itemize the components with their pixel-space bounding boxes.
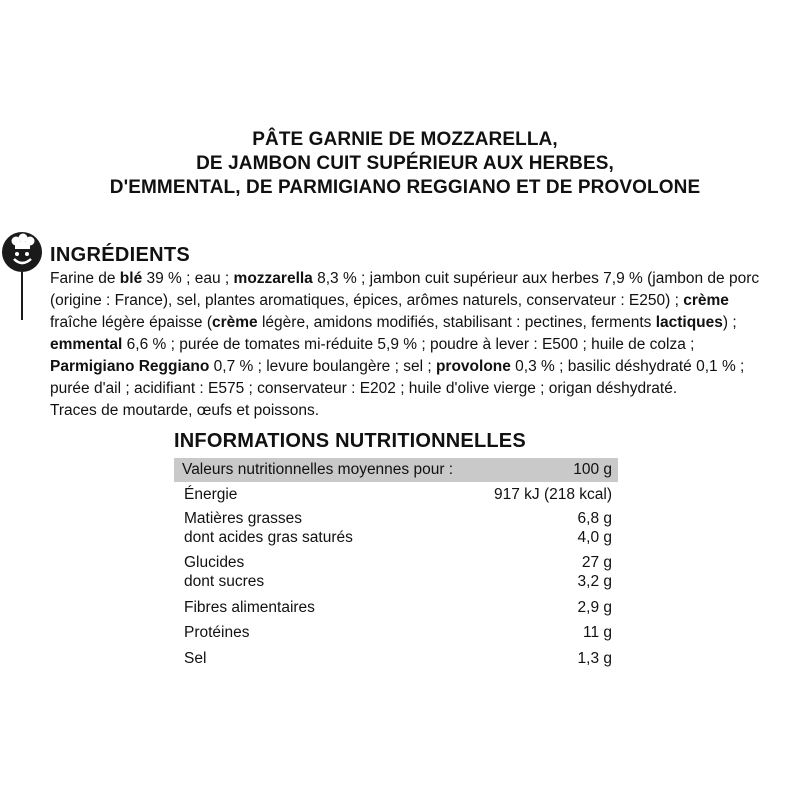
nutrient-label: Fibres alimentaires — [184, 599, 315, 616]
ingredient-text: ) ; — [722, 314, 737, 331]
title-line-1: PÂTE GARNIE DE MOZZARELLA, — [252, 129, 558, 150]
nutrient-value: 4,0 g — [577, 529, 612, 546]
ingredients-line — [50, 290, 790, 312]
ingredient-text: fraîche légère épaisse ( — [50, 314, 212, 331]
allergen-text: crème — [683, 292, 729, 309]
ingredient-text: 8,3 % ; jambon cuit supérieur aux herbes 7,9 % (jambon de porc — [312, 270, 760, 287]
ingredient-text: 0,3 % ; basilic déshydraté 0,1 % ; — [510, 358, 745, 375]
ingredients-line — [50, 378, 790, 400]
product-title — [60, 128, 750, 200]
nutrient-value: 27 g — [581, 554, 612, 571]
nutrition-table-header — [174, 458, 618, 482]
ingredients-heading: INGRÉDIENTS — [50, 244, 190, 266]
nutrition-row-glucides — [174, 553, 618, 573]
nutrient-label: Sel — [184, 650, 207, 667]
nutrition-table — [174, 458, 618, 667]
title-line-3: D'EMMENTAL, DE PARMIGIANO REGGIANO ET DE PROVOLONE — [109, 177, 701, 198]
chef-hat-icon — [0, 226, 52, 322]
ingredient-text: 6,6 % ; purée de tomates mi-réduite 5,9 % ; poudre à lever : E500 ; huile de colza ; — [122, 336, 695, 353]
ingredient-text: 39 % ; eau ; — [142, 270, 234, 287]
nutrition-row-fibres — [174, 598, 618, 618]
nutrition-row-sucres — [174, 572, 618, 592]
nutrient-label: Glucides — [184, 554, 245, 571]
ingredient-text: légère, amidons modifiés, stabilisant : pectines, ferments — [257, 314, 656, 331]
ingredient-text: (origine : France), sel, plantes aromatiques, épices, arômes naturels, conservateur : E250) ; — [50, 292, 684, 309]
nutrient-value: 2,9 g — [577, 599, 612, 616]
nutrient-label: dont sucres — [184, 573, 265, 590]
nutrient-label: dont acides gras saturés — [184, 529, 353, 546]
nutrient-value: 3,2 g — [577, 573, 612, 590]
allergen-text: emmental — [50, 336, 123, 353]
nutrient-value: 11 g — [582, 624, 612, 641]
nutrient-label: Protéines — [184, 624, 250, 641]
allergen-text: crème — [211, 314, 258, 331]
ingredient-text: purée d'ail ; acidifiant : E575 ; conservateur : E202 ; huile d'olive vierge ; origan déshydraté. — [50, 380, 678, 397]
allergen-text: provolone — [435, 358, 511, 375]
ingredient-text: Traces de moutarde, œufs et poissons. — [50, 402, 320, 419]
nutrient-label: Énergie — [184, 486, 238, 503]
nutrition-header-value: 100 g — [573, 461, 612, 478]
allergen-text: Parmigiano Reggiano — [50, 358, 210, 375]
nutrition-row-energie — [174, 485, 618, 505]
nutrition-heading: INFORMATIONS NUTRITIONNELLES — [174, 430, 526, 452]
allergen-text: blé — [119, 270, 143, 287]
allergen-text: lactiques — [655, 314, 723, 331]
ingredients-text — [50, 268, 790, 422]
ingredients-line — [50, 400, 790, 422]
ingredient-text: 0,7 % ; levure boulangère ; sel ; — [209, 358, 436, 375]
nutrition-row-matieres-grasses — [174, 509, 618, 529]
title-line-2: DE JAMBON CUIT SUPÉRIEUR AUX HERBES, — [196, 153, 614, 174]
nutrient-label: Matières grasses — [184, 510, 303, 527]
ingredients-line — [50, 312, 790, 334]
ingredients-line — [50, 356, 790, 378]
nutrient-value: 6,8 g — [577, 510, 612, 527]
nutrient-value: 1,3 g — [577, 650, 612, 667]
nutrition-row-sel — [174, 649, 618, 669]
nutrition-header-label: Valeurs nutritionnelles moyennes pour : — [182, 461, 454, 478]
nutrition-row-proteines — [174, 623, 618, 643]
nutrition-row-acides-gras-satures — [174, 528, 618, 548]
ingredients-line — [50, 268, 790, 290]
ingredient-text: Farine de — [50, 270, 120, 287]
allergen-text: mozzarella — [233, 270, 313, 287]
ingredients-line — [50, 334, 790, 356]
nutrient-value: 917 kJ (218 kcal) — [493, 486, 612, 503]
